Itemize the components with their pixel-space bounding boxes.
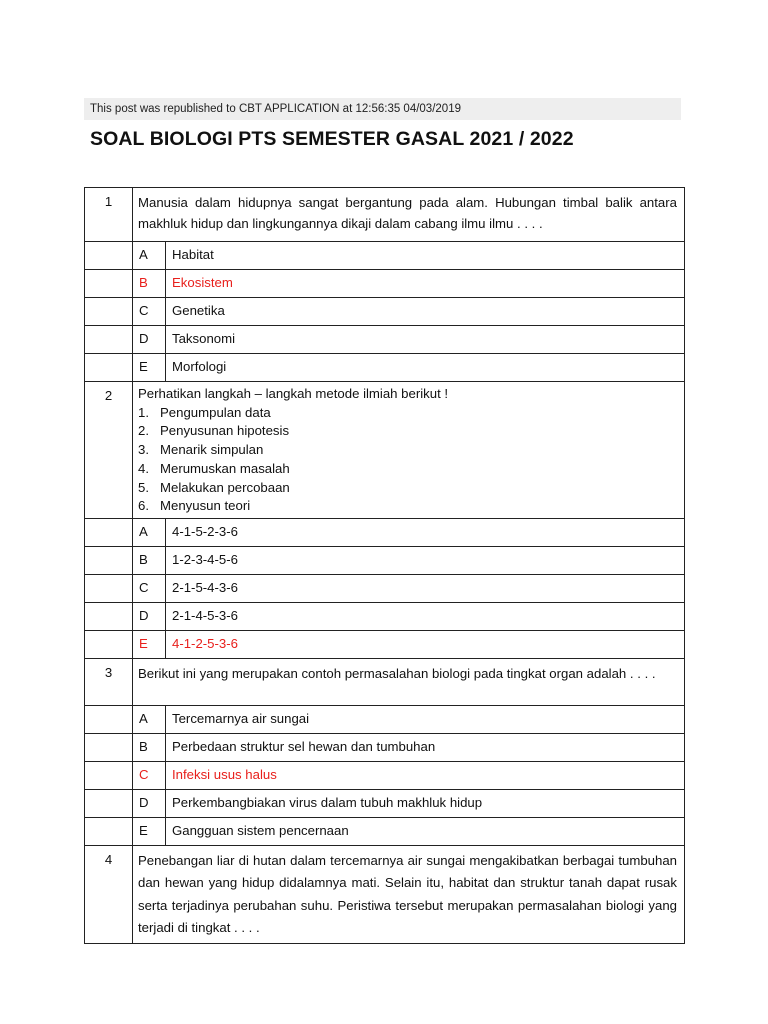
option-letter: D [133,326,166,354]
step-text: Merumuskan masalah [160,460,290,476]
question-number: 3 [85,658,133,705]
question-intro: Perhatikan langkah – langkah metode ilmiah berikut ! [138,386,449,401]
option-text: 1-2-3-4-5-6 [166,546,685,574]
option-letter: C [133,298,166,326]
option-letter: A [133,242,166,270]
option-letter-correct: C [133,761,166,789]
list-item [138,497,677,516]
question-text: Manusia dalam hidupnya sangat bergantung pada alam. Hubungan timbal balik antara makhluk hidup dan lingkungannya dikaji dalam cabang ilmu ilmu . . . . [133,188,685,242]
option-letter: D [133,789,166,817]
step-number: 6. [138,498,149,514]
question-number: 2 [85,382,133,519]
option-row [85,789,685,817]
option-row [85,733,685,761]
list-item [138,460,677,479]
question-text [133,382,685,519]
step-text: Menarik simpulan [160,442,264,458]
step-number: 4. [138,460,149,476]
option-row [85,354,685,382]
option-text: 2-1-5-4-3-6 [166,574,685,602]
option-row [85,817,685,845]
option-text-correct: Ekosistem [166,270,685,298]
option-row [85,270,685,298]
option-letter: A [133,518,166,546]
page-title: SOAL BIOLOGI PTS SEMESTER GASAL 2021 / 2022 [90,128,574,150]
option-text: Genetika [166,298,685,326]
option-text: Tercemarnya air sungai [166,705,685,733]
list-item [138,422,677,441]
option-letter: A [133,705,166,733]
option-text: 2-1-4-5-3-6 [166,602,685,630]
steps-list [138,404,677,516]
option-letter: C [133,574,166,602]
question-number: 1 [85,188,133,242]
option-row [85,298,685,326]
option-text: Gangguan sistem pencernaan [166,817,685,845]
option-letter: B [133,733,166,761]
option-text: Perbedaan struktur sel hewan dan tumbuhan [166,733,685,761]
question-row [85,658,685,705]
option-letter-correct: B [133,270,166,298]
question-table [84,187,685,944]
option-letter: E [133,817,166,845]
option-row [85,326,685,354]
question-row [85,382,685,519]
option-row [85,242,685,270]
question-number: 4 [85,845,133,943]
option-text: 4-1-5-2-3-6 [166,518,685,546]
option-text: Morfologi [166,354,685,382]
option-row [85,761,685,789]
option-text: Perkembangbiakan virus dalam tubuh makhluk hidup [166,789,685,817]
question-row [85,188,685,242]
question-text: Berikut ini yang merupakan contoh permasalahan biologi pada tingkat organ adalah . . . . [133,658,685,705]
step-text: Melakukan percobaan [160,479,290,495]
option-letter: D [133,602,166,630]
option-row [85,518,685,546]
question-row [85,845,685,943]
option-text-correct: 4-1-2-5-3-6 [166,630,685,658]
question-text: Penebangan liar di hutan dalam tercemarnya air sungai mengakibatkan berbagai tumbuhan dan hewan yang hidup didalamnya mati. Selain itu, habitat dan struktur tanah dapat rusak serta terjadinya perubahan suhu. Peristiwa tersebut merupakan permasalahan biologi yang terjadi di tingkat . . . . [133,845,685,943]
option-row [85,602,685,630]
republish-notice: This post was republished to CBT APPLICATION at 12:56:35 04/03/2019 [84,98,681,120]
step-number: 1. [138,404,149,420]
option-letter: B [133,546,166,574]
list-item [138,404,677,423]
list-item [138,441,677,460]
option-letter: E [133,354,166,382]
option-text: Taksonomi [166,326,685,354]
option-row [85,705,685,733]
option-row [85,630,685,658]
list-item [138,479,677,498]
step-number: 5. [138,479,149,495]
option-text: Habitat [166,242,685,270]
step-text: Menyusun teori [160,498,251,514]
option-text-correct: Infeksi usus halus [166,761,685,789]
step-text: Penyusunan hipotesis [160,423,290,439]
option-row [85,574,685,602]
step-number: 3. [138,442,149,458]
option-letter-correct: E [133,630,166,658]
option-row [85,546,685,574]
step-text: Pengumpulan data [160,404,271,420]
step-number: 2. [138,423,149,439]
